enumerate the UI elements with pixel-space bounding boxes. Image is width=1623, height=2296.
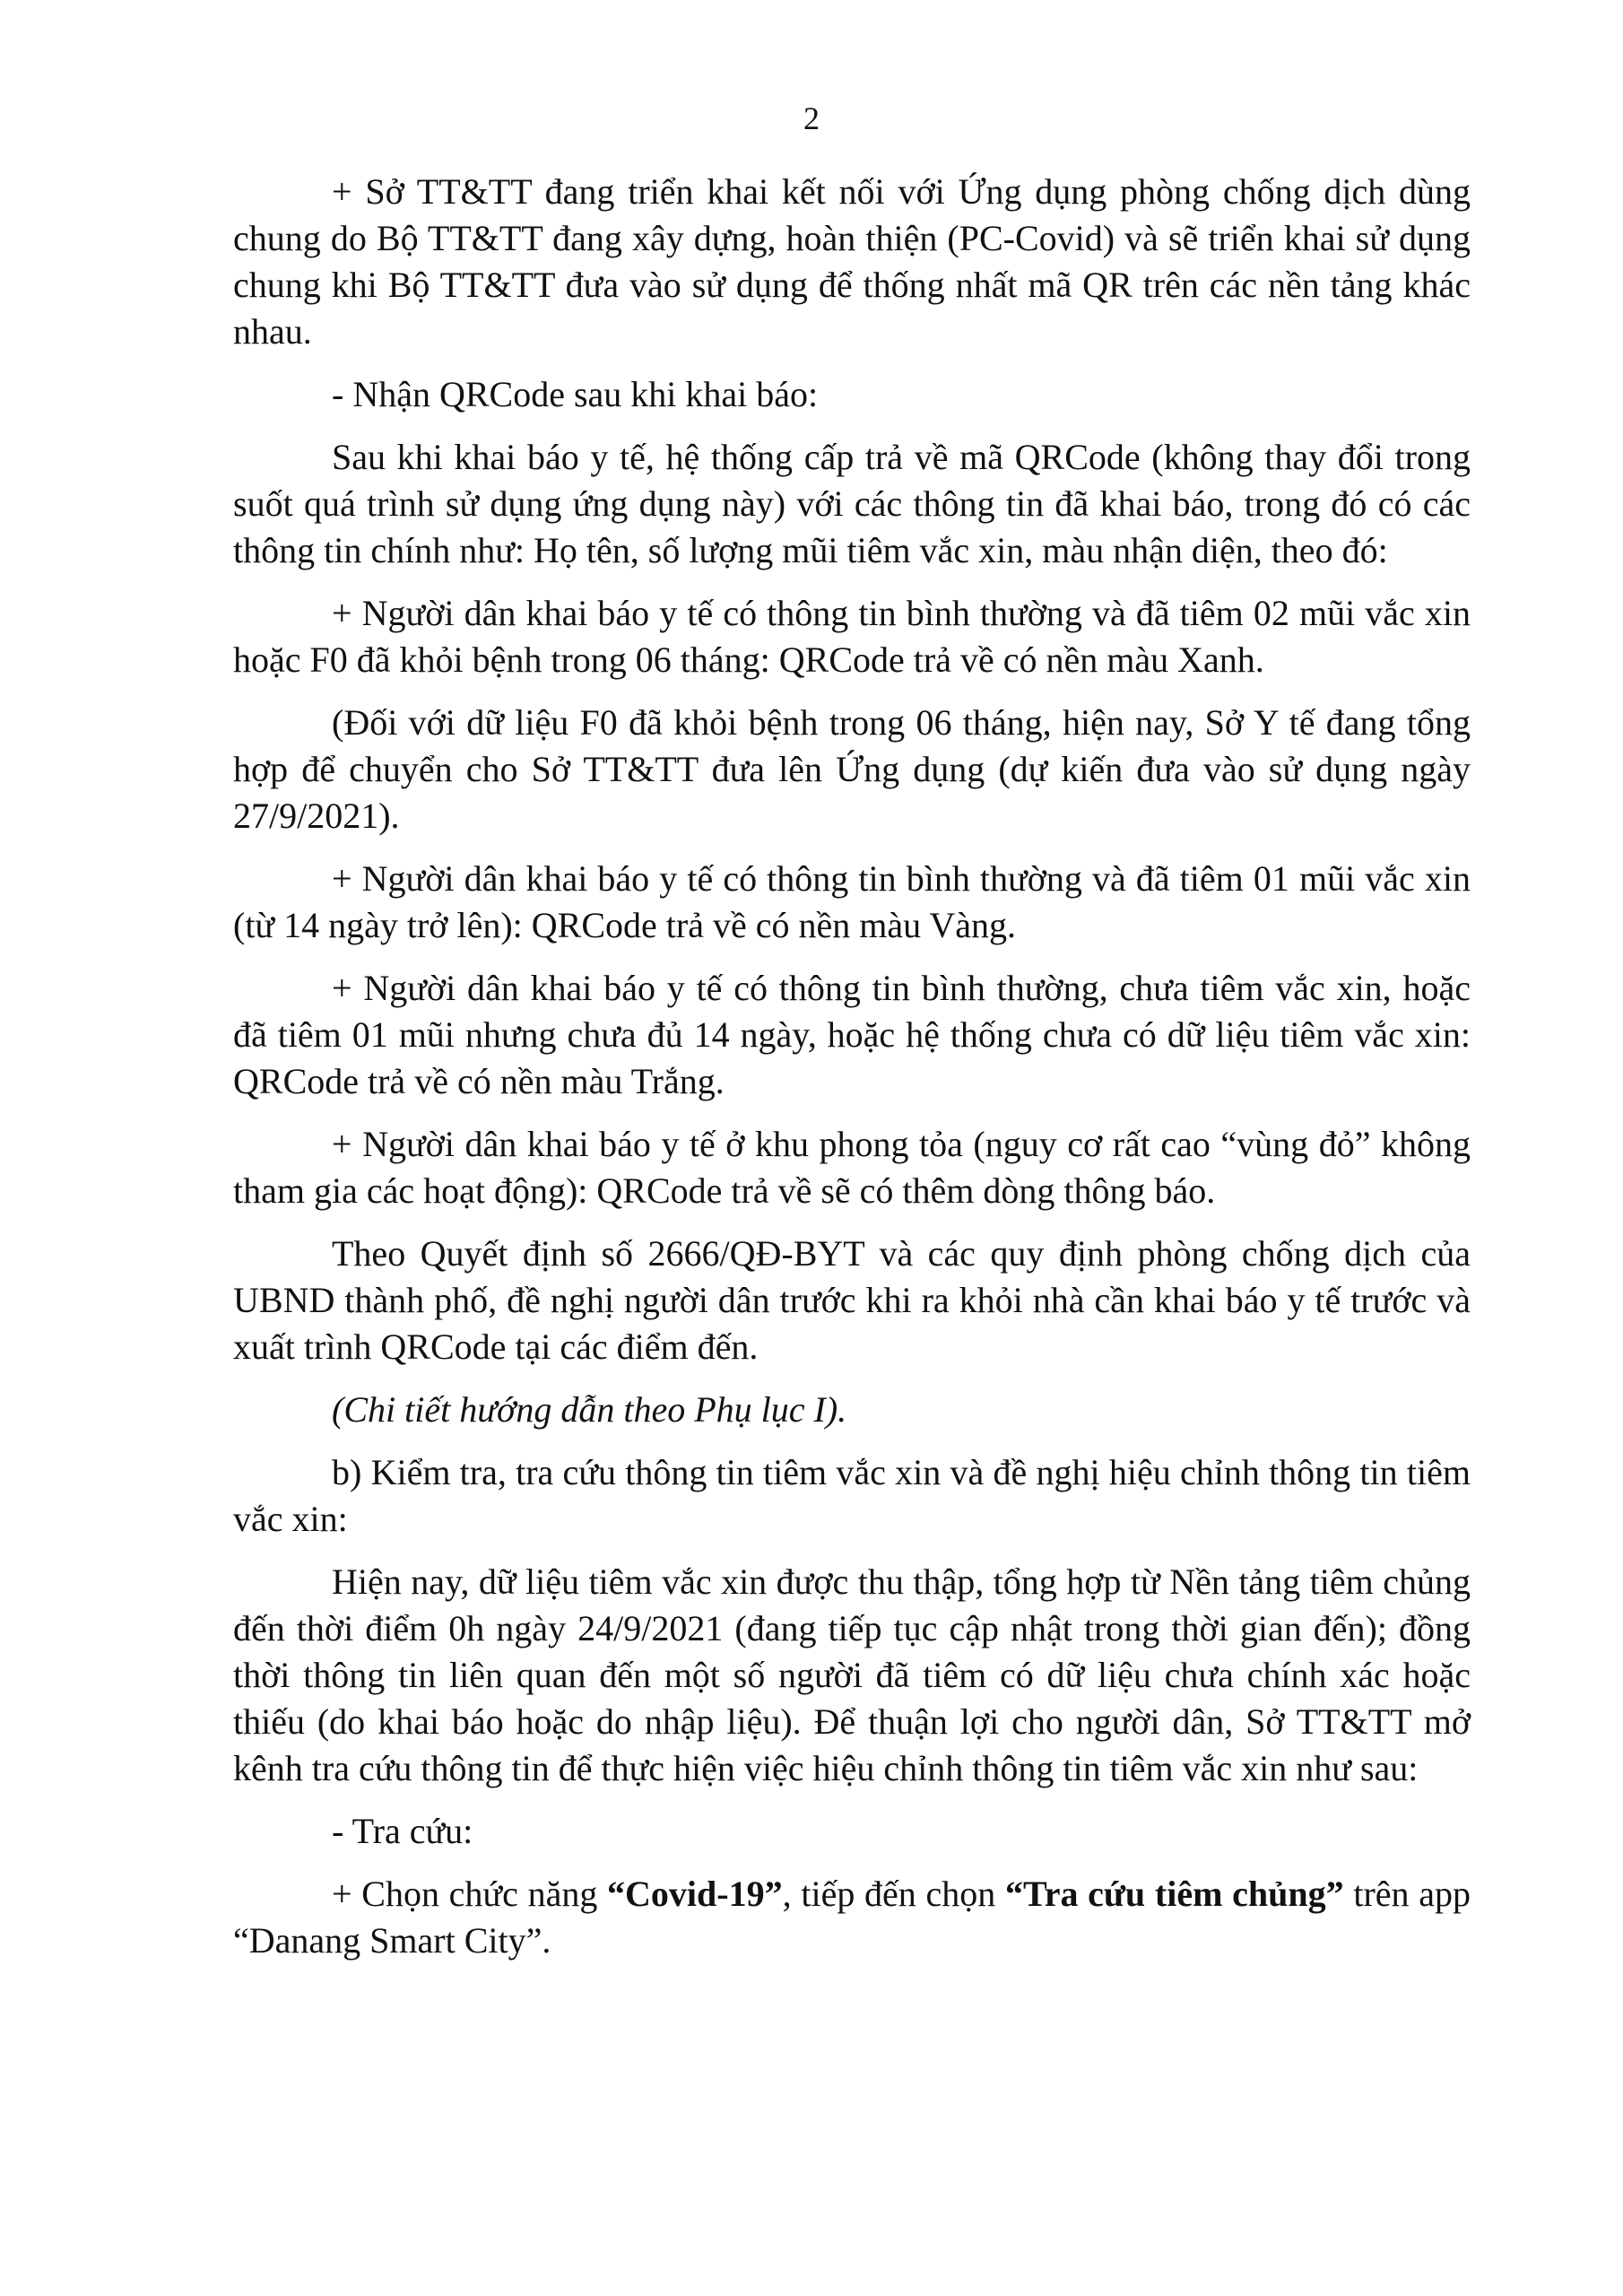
paragraph-qrcode-heading: - Nhận QRCode sau khi khai báo: <box>332 374 819 414</box>
paragraph-lockdown-qrcode: + Người dân khai báo y tế ở khu phong tỏa (nguy cơ rất cao “vùng đỏ” không tham gia các hoạt động): QRCode trả về sẽ có thêm dòng thông báo. <box>233 1124 1471 1211</box>
paragraph-f0-note: (Đối với dữ liệu F0 đã khỏi bệnh trong 06 tháng, hiện nay, Sở Y tế đang tổng hợp để chuyển cho Sở TT&TT đưa lên Ứng dụng (dự kiến đưa vào sử dụng ngày 27/9/2021). <box>233 702 1471 836</box>
page-number: 2 <box>803 100 820 136</box>
paragraph-pc-covid: + Sở TT&TT đang triển khai kết nối với Ứng dụng phòng chống dịch dùng chung do Bộ TT&TT đang xây dựng, hoàn thiện (PC-Covid) và sẽ triển khai sử dụng chung khi Bộ TT&TT đưa vào sử dụng để thống nhất mã QR trên các nền tảng khác nhau. <box>233 171 1471 352</box>
paragraph-vaccine-data: Hiện nay, dữ liệu tiêm vắc xin được thu thập, tổng hợp từ Nền tảng tiêm chủng đến thời điểm 0h ngày 24/9/2021 (đang tiếp tục cập nhật trong thời gian đến); đồng thời thông tin liên quan đến một số người đã tiêm có dữ liệu chưa chính xác hoặc thiếu (do khai báo hoặc do nhập liệu). Để thuận lợi cho người dân, Sở TT&TT mở kênh tra cứu thông tin để thực hiện việc hiệu chỉnh thông tin tiêm vắc xin như sau: <box>233 1561 1471 1788</box>
covid19-function-name: “Covid-19” <box>607 1874 783 1914</box>
paragraph-green-qrcode: + Người dân khai báo y tế có thông tin bình thường và đã tiêm 02 mũi vắc xin hoặc F0 đã khỏi bệnh trong 06 tháng: QRCode trả về có nền màu Xanh. <box>233 593 1471 680</box>
paragraph-lookup-instruction <box>233 1871 1471 1964</box>
paragraph-yellow-qrcode: + Người dân khai báo y tế có thông tin bình thường và đã tiêm 01 mũi vắc xin (từ 14 ngày trở lên): QRCode trả về có nền màu Vàng. <box>233 858 1471 945</box>
paragraph-section-b-heading: b) Kiểm tra, tra cứu thông tin tiêm vắc xin và đề nghị hiệu chỉnh thông tin tiêm vắc xin: <box>233 1452 1471 1539</box>
paragraph-white-qrcode: + Người dân khai báo y tế có thông tin bình thường, chưa tiêm vắc xin, hoặc đã tiêm 01 mũi nhưng chưa đủ 14 ngày, hoặc hệ thống chưa có dữ liệu tiêm vắc xin: QRCode trả về có nền màu Trắng. <box>233 968 1471 1101</box>
paragraph-appendix-reference: (Chi tiết hướng dẫn theo Phụ lục I). <box>332 1389 847 1430</box>
instruction-text-1: + Chọn chức năng <box>332 1874 608 1914</box>
paragraph-qrcode-intro: Sau khi khai báo y tế, hệ thống cấp trả về mã QRCode (không thay đổi trong suốt quá trình sử dụng ứng dụng này) với các thông tin đã khai báo, trong đó có các thông tin chính như: Họ tên, số lượng mũi tiêm vắc xin, màu nhận diện, theo đó: <box>233 437 1471 570</box>
document-body <box>233 169 1471 1980</box>
vaccination-lookup-name: “Tra cứu tiêm chủng” <box>1004 1874 1344 1914</box>
instruction-text-3: trên app “Danang Smart City”. <box>233 1874 1471 1961</box>
paragraph-decision-2666: Theo Quyết định số 2666/QĐ-BYT và các quy định phòng chống dịch của UBND thành phố, đề nghị người dân trước khi ra khỏi nhà cần khai báo y tế trước và xuất trình QRCode tại các điểm đến. <box>233 1233 1471 1367</box>
instruction-text-2: , tiếp đến chọn <box>782 1874 1005 1914</box>
paragraph-lookup-heading: - Tra cứu: <box>332 1811 473 1851</box>
